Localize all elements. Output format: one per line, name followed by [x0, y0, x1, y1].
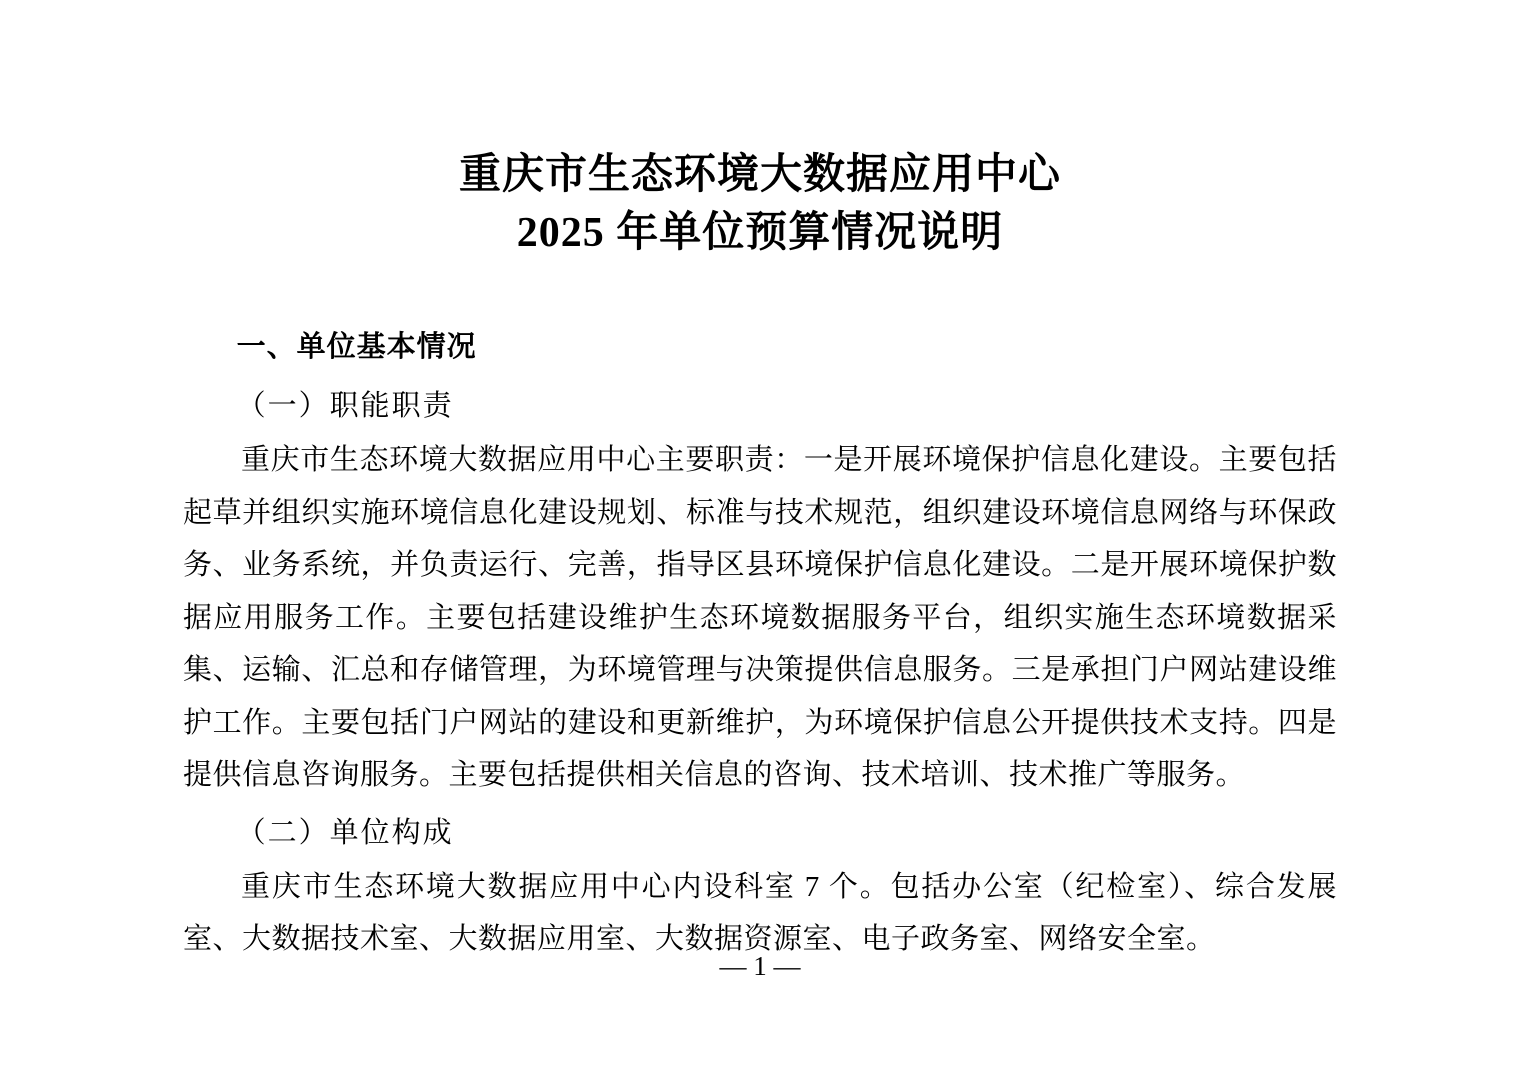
paragraph-duties: 重庆市生态环境大数据应用中心主要职责：一是开展环境保护信息化建设。主要包括起草并组织实施环境信息化建设规划、标准与技术规范，组织建设环境信息网络与环保政务、业务系统，并负责运行、完善，指导区县环境保护信息化建设。二是开展环境保护数据应用服务工作。主要包括建设维护生态环境数据服务平台，组织实施生态环境数据采集、运输、汇总和存储管理，为环境管理与决策提供信息服务。三是承担门户网站建设维护工作。主要包括门户网站的建设和更新维护，为环境保护信息公开提供技术支持。四是提供信息咨询服务。主要包括提供相关信息的咨询、技术培训、技术推广等服务。 [183, 444, 1337, 791]
section-heading-basic-info: 一、单位基本情况 [236, 331, 477, 363]
subsection-heading-composition: （二）单位构成 [236, 816, 454, 849]
document-title-line2: 2025 年单位预算情况说明 [516, 210, 1004, 256]
subsection-heading-duties: （一）职能职责 [236, 390, 454, 422]
document-title-line1: 重庆市生态环境大数据应用中心 [458, 152, 1061, 198]
page-number: — 1 — [719, 951, 801, 981]
paragraph-composition: 重庆市生态环境大数据应用中心内设科室 7 个。包括办公室（纪检室）、综合发展室、大数据技术室、大数据应用室、大数据资源室、电子政务室、网络安全室。 [183, 870, 1337, 955]
document-title [183, 146, 1337, 262]
